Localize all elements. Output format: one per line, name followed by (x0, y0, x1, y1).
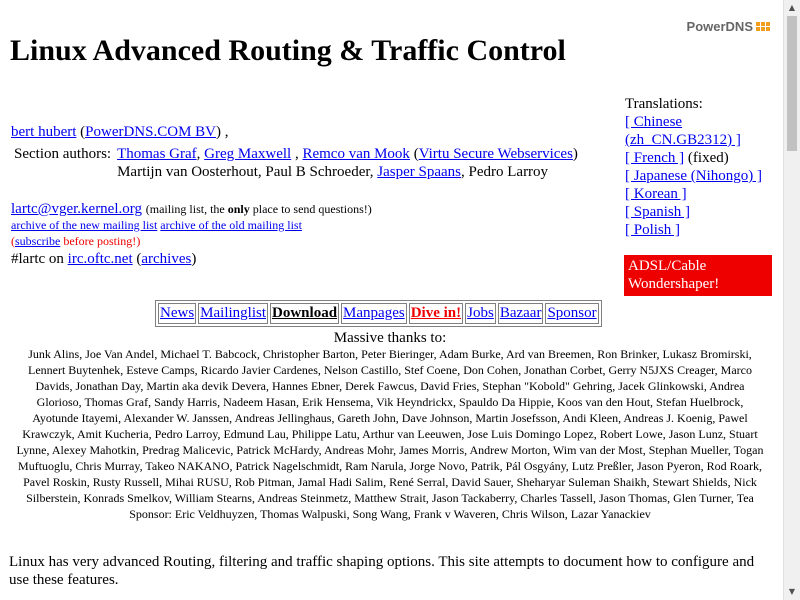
logo-dots-icon (756, 22, 770, 31)
section-authors-label: Section authors: (14, 146, 112, 162)
nav-cell-manpages (341, 303, 407, 324)
nav-cell-sponsor (545, 303, 598, 324)
logo-text: PowerDNS (686, 19, 753, 34)
nav-cell-mailinglist (198, 303, 268, 324)
nav-news[interactable]: News (160, 305, 195, 321)
section-authors (11, 145, 581, 181)
main-navigation (155, 300, 602, 327)
page-title: Linux Advanced Routing & Traffic Control (10, 34, 566, 67)
section-authors-text-a: Martijn van Oosterhout, Paul B Schroeder, (117, 164, 374, 180)
irc-server-link[interactable]: irc.oftc.net (67, 251, 133, 267)
section-author-link[interactable]: Greg Maxwell (204, 146, 292, 162)
translation-link[interactable]: [ Chinese (zh_CN.GB2312) ] (625, 114, 741, 148)
translation-note: (fixed) (684, 150, 729, 166)
nav-download[interactable]: Download (272, 305, 338, 321)
nav-cell-news (158, 303, 196, 324)
translation-link[interactable]: [ French ] (625, 150, 685, 166)
translation-item (625, 149, 785, 167)
main-author-line: bert hubert (PowerDNS.COM BV) , (11, 124, 229, 140)
translations-panel (625, 95, 785, 239)
irc-prefix: #lartc on (11, 251, 64, 267)
mailing-list-note: (mailing list, the only place to send questions!) (145, 202, 372, 216)
translation-item (625, 203, 785, 221)
translations-list (625, 113, 785, 239)
nav-cell-jobs (465, 303, 496, 324)
section-authors-list (114, 145, 581, 181)
subscribe-note: (subscribe before posting!) (11, 234, 141, 248)
section-authors-text-b: , Pedro Larroy (461, 164, 549, 180)
scroll-thumb[interactable] (787, 16, 797, 151)
translations-label: Translations: (625, 96, 703, 112)
nav-cell-download (270, 303, 339, 324)
nav-manpages[interactable]: Manpages (343, 305, 405, 321)
nav-dive-in[interactable]: Dive in! (410, 305, 462, 321)
author-link-jasper[interactable]: Jasper Spaans (377, 164, 461, 180)
section-author-separator: , (196, 146, 205, 162)
translation-link[interactable]: [ Polish ] (625, 222, 681, 238)
section-authors-line1 (117, 145, 578, 163)
nav-jobs[interactable]: Jobs (467, 305, 494, 321)
nav-sponsor[interactable]: Sponsor (547, 305, 597, 321)
translation-item (625, 221, 785, 239)
author-link[interactable]: bert hubert (11, 124, 77, 140)
nav-cell-bazaar (498, 303, 544, 324)
mailing-list-address[interactable]: lartc@vger.kernel.org (11, 201, 142, 217)
scroll-up-arrow-icon[interactable]: ▲ (788, 3, 796, 12)
archive-new-link[interactable]: archive of the new mailing list (11, 218, 158, 232)
archive-old-link[interactable]: archive of the old mailing list (160, 218, 302, 232)
author-suffix: , (224, 124, 229, 140)
section-author-separator: , (291, 146, 303, 162)
nav-bazaar[interactable]: Bazaar (499, 305, 542, 321)
nav-cell-dive-in (409, 303, 463, 324)
company-link[interactable]: PowerDNS.COM BV (85, 124, 216, 140)
translation-link[interactable]: [ Korean ] (625, 186, 687, 202)
vertical-scrollbar[interactable] (783, 0, 800, 600)
section-authors-line2 (117, 163, 578, 181)
intro-paragraph: Linux has very advanced Routing, filtering and traffic shaping options. This site attempts to document how to configure and use these features. (9, 554, 755, 588)
section-author-separator: ) (572, 146, 578, 162)
adsl-wondershaper-link[interactable]: ADSL/Cable Wondershaper! (628, 258, 720, 292)
translation-item (625, 113, 785, 149)
section-author-link[interactable]: Virtu Secure Webservices (418, 146, 573, 162)
subscribe-link[interactable]: subscribe (15, 234, 61, 248)
section-author-link[interactable]: Thomas Graf (117, 146, 197, 162)
translation-item (625, 185, 785, 203)
nav-mailinglist[interactable]: Mailinglist (200, 305, 267, 321)
adsl-wondershaper-box (624, 255, 772, 296)
mailing-list-block: lartc@vger.kernel.org (mailing list, the only place to send questions!) archive of the new mailing list archive of the old mailing list (subscribe before posting!) #lartc on irc.oftc.net (archives) (11, 201, 372, 267)
irc-archives-link[interactable]: archives (141, 251, 192, 267)
translation-link[interactable]: [ Spanish ] (625, 204, 690, 220)
thanks-heading: Massive thanks to: (333, 330, 447, 346)
translation-item (625, 167, 785, 185)
section-author-link[interactable]: Remco van Mook (302, 146, 410, 162)
thanks-list: Junk Alins, Joe Van Andel, Michael T. Babcock, Christopher Barton, Peter Bieringer, Adam Burke, Ard van Breemen, Ron Brinker, Lukasz Bromirski, Lennert Buytenhek, Esteve Camps, Ricardo Javier Cardenes, Nelson Castillo, Stef Coene, Don Cohen, Jonathan Corbet, Gerry N5JXS Creager, Marco Davids, Jonathan Day, Martin aka devik Devera, Hannes Ebner, Derek Fawcus, David Fries, Stephan "Kobold" Gehring, Jacek Glinkowski, Andrea Glorioso, Thomas Graf, Sandy Harris, Nadeem Hasan, Erik Hensema, Vik Heyndrickx, Spauldo Da Hippie, Koos van den Hout, Stefan Huelbrock, Ayotunde Itayemi, Alexander W. Janssen, Andreas Jellinghaus, Gareth John, Dave Johnson, Martin Josefsson, Andi Kleen, Andreas J. Koenig, Pawel Krawczyk, Amit Kucheria, Pedro Larroy, Edmund Lau, Philippe Latu, Arthur van Leeuwen, Jose Luis Domingo Lopez, Robert Lowe, Jason Lunz, Stuart Lynne, Alexey Mahotkin, Predrag Malicevic, Patrick McHardy, Andreas Mohr, James Morris, Andrew Morton, Wim van der Most, Stephan Mueller, Togan Muftuoglu, Chris Murray, Takeo NAKANO, Patrick Nagelschmidt, Ram Narula, Jorge Novo, Patrik, Pál Osgyány, Lutz Preßler, Jason Pyeron, Rod Roark, Pavel Roskin, Rusty Russell, Mihai RUSU, Rob Pitman, Jamal Hadi Salim, René Serral, David Sauer, Sheharyar Suleman Shaikh, Stewart Shields, Nick Silberstein, Konrads Smelkov, William Stearns, Andreas Steinmetz, Matthew Strait, Jason Tackaberry, Charles Tassell, Jason Thomas, Glen Turner, Tea Sponsor: Eric Veldhuyzen, Thomas Walpuski, Song Wang, Frank v Waveren, Chris Wilson, Lazar Yanackiev (16, 347, 764, 521)
translation-link[interactable]: [ Japanese (Nihongo) ] (625, 168, 763, 184)
section-author-separator: ( (409, 146, 419, 162)
powerdns-logo[interactable] (687, 19, 770, 34)
scroll-down-arrow-icon[interactable]: ▼ (788, 587, 796, 596)
